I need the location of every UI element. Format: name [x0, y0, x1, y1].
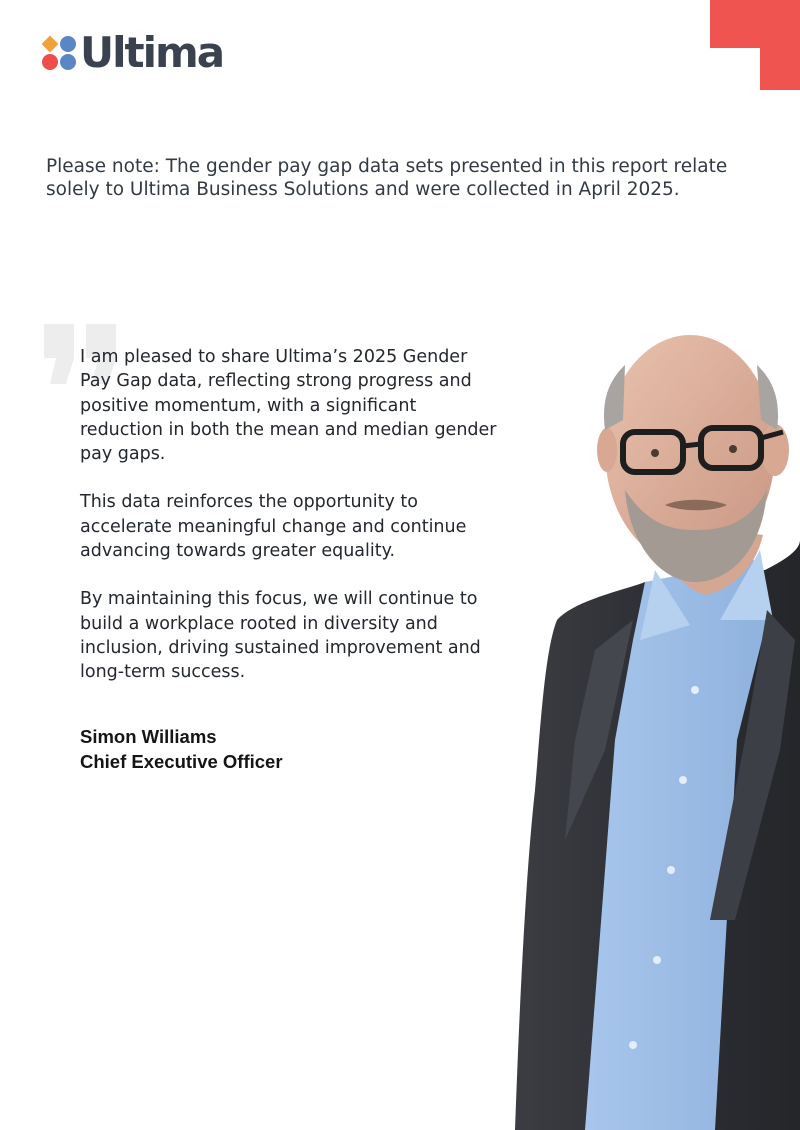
quote-paragraph: By maintaining this focus, we will continue to build a workplace rooted in diversity and inclusion, driving sustained improvement and long-term success.	[80, 589, 481, 683]
ultima-logo-mark-icon	[40, 34, 78, 72]
quote-paragraph: This data reinforces the opportunity to accelerate meaningful change and continue advancing towards greater equality.	[80, 492, 467, 562]
quote-paragraph: I am pleased to share Ultima’s 2025 Gender Pay Gap data, reflecting strong progress and positive momentum, with a significant reduction in both the mean and median gender pay gaps.	[80, 347, 497, 465]
signatory-name: Simon Williams	[80, 726, 217, 747]
ultima-logo	[40, 30, 223, 76]
ceo-quote	[80, 345, 500, 709]
signatory-title: Chief Executive Officer	[80, 751, 283, 772]
signature-block	[80, 724, 440, 774]
data-note: Please note: The gender pay gap data sets presented in this report relate solely to Ultima Business Solutions and were collected in April 2025.	[46, 156, 728, 200]
ultima-logo-text: Ultima	[80, 28, 224, 77]
corner-decoration	[710, 0, 800, 90]
ceo-portrait-photo	[505, 320, 800, 1130]
